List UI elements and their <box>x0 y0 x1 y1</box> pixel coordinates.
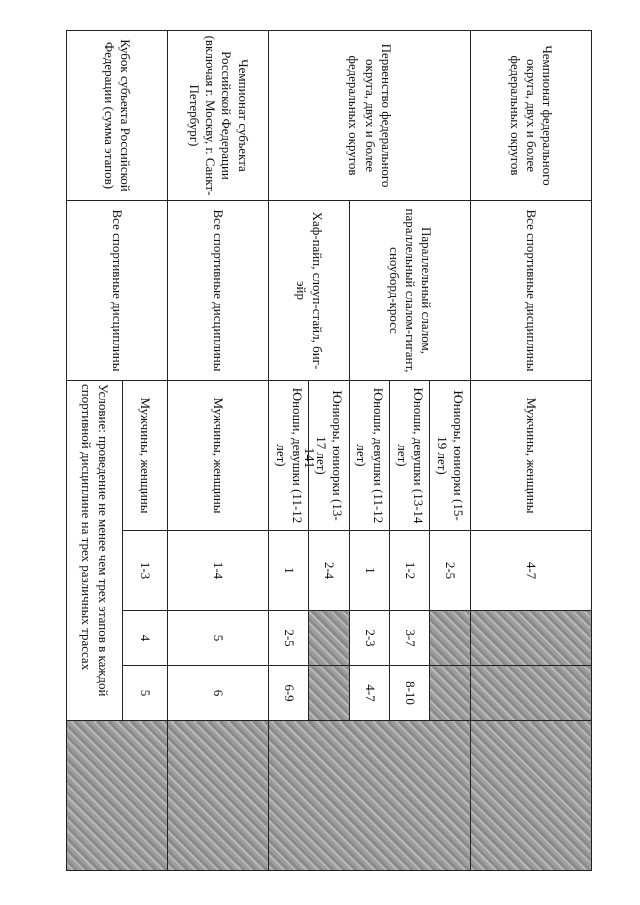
shaded-cell <box>470 611 591 666</box>
shaded-cell <box>67 721 168 871</box>
shaded-cell <box>309 666 349 721</box>
value-cell: 1-3 <box>122 531 167 611</box>
value-cell: 6-9 <box>268 666 308 721</box>
value-cell: 2-4 <box>309 531 349 611</box>
table-row <box>122 31 167 871</box>
shaded-cell <box>470 721 591 871</box>
group-cell: Мужчины, женщины <box>122 381 167 531</box>
event-cell: Первенство федерального округа, двух и более федеральных округов <box>268 31 470 201</box>
value-cell: 1 <box>268 531 308 611</box>
value-cell: 5 <box>168 611 269 666</box>
discipline-cell: Хаф-пайп, слоуп-стайл, биг-эйр <box>268 201 349 381</box>
value-cell: 1 <box>349 531 389 611</box>
value-cell: 2-5 <box>430 531 470 611</box>
shaded-cell <box>430 666 470 721</box>
value-cell: 4-7 <box>349 666 389 721</box>
table-row <box>470 31 591 871</box>
shaded-cell <box>470 666 591 721</box>
value-cell: 8-10 <box>390 666 430 721</box>
event-cell: Кубок субъекта Российской Федерации (сумма этапов) <box>67 31 168 201</box>
discipline-cell: Все спортивные дисциплины <box>168 201 269 381</box>
page-number: 141 <box>301 447 316 469</box>
shaded-cell <box>309 611 349 666</box>
value-cell: 4 <box>122 611 167 666</box>
event-cell: Чемпионат субъекта Российской Федерации (включая г. Москву, г. Санкт-Петербург) <box>168 31 269 201</box>
value-cell: 3-7 <box>390 611 430 666</box>
shaded-cell <box>430 611 470 666</box>
discipline-cell: Параллельный слалом, параллельный слалом-гигант, сноуборд-кросс <box>349 201 470 381</box>
value-cell: 1-2 <box>390 531 430 611</box>
group-cell: Мужчины, женщины <box>470 381 591 531</box>
group-cell: Юниоры, юниорки (15-19 лет) <box>430 381 470 531</box>
table-container <box>66 30 592 870</box>
value-cell: 4-7 <box>470 531 591 611</box>
discipline-cell: Все спортивные дисциплины <box>470 201 591 381</box>
value-cell: 5 <box>122 666 167 721</box>
event-cell: Чемпионат федерального округа, двух и более федеральных округов <box>470 31 591 201</box>
group-cell: Юноши, девушки (11-12 лет) <box>349 381 389 531</box>
discipline-cell: Все спортивные дисциплины <box>67 201 168 381</box>
table-row <box>430 31 470 871</box>
group-cell: Юноши, девушки (13-14 лет) <box>390 381 430 531</box>
ranking-table <box>66 30 592 871</box>
condition-note: Условие: проведение не менее чем трех этапов в каждой спортивной дисциплине на трех различных трассах <box>67 381 123 721</box>
shaded-cell <box>168 721 269 871</box>
group-cell: Юниоры, юниорки (13-17 лет) <box>309 381 349 531</box>
value-cell: 1-4 <box>168 531 269 611</box>
value-cell: 6 <box>168 666 269 721</box>
table-row <box>168 31 269 871</box>
value-cell: 2-3 <box>349 611 389 666</box>
group-cell: Мужчины, женщины <box>168 381 269 531</box>
value-cell: 2-5 <box>268 611 308 666</box>
shaded-cell <box>268 721 470 871</box>
group-cell: Юноши, девушки (11-12 лет) <box>268 381 308 531</box>
